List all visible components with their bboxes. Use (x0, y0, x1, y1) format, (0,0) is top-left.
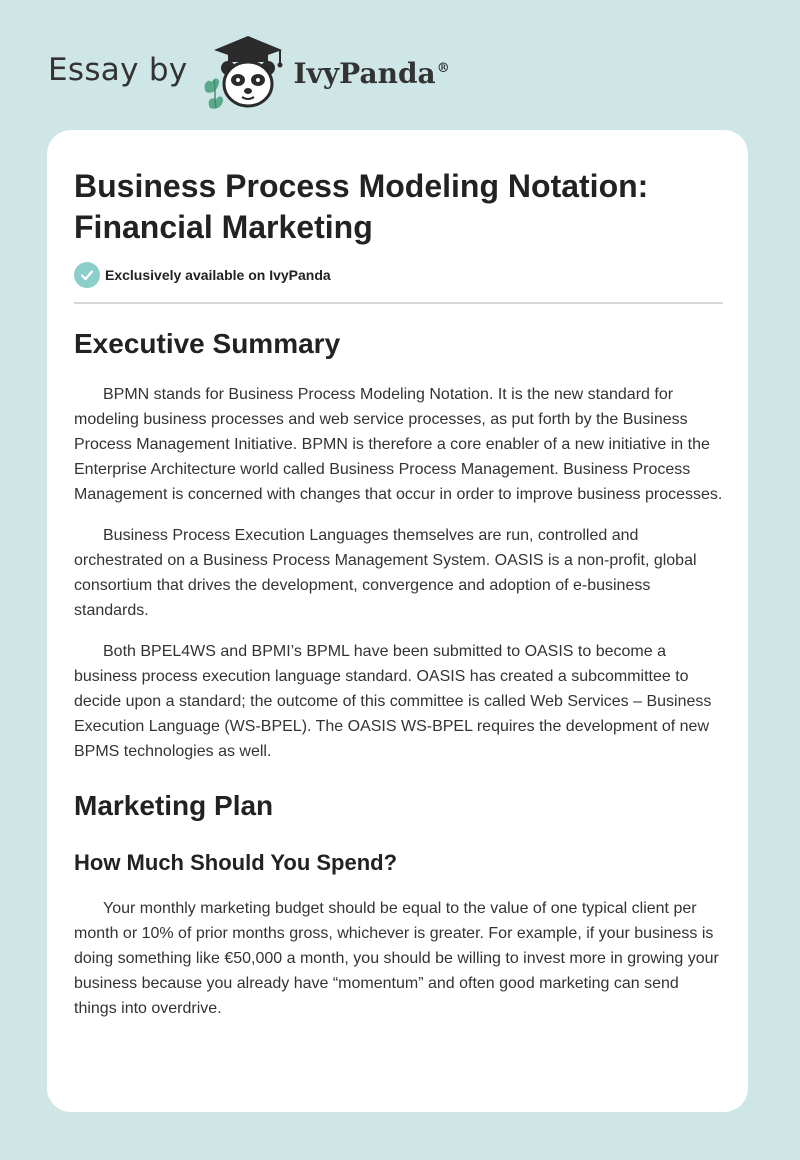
paragraph: BPMN stands for Business Process Modeling Notation. It is the new standard for modeling business processes and web service processes, as put forth by the Business Process Management Initiative. BPMN is therefore a core enabler of a new initiative in the Enterprise Architecture world called Business Process Management. Business Process Management is concerned with changes that occur in order to improve business processes. (74, 386, 723, 503)
paragraph: Business Process Execution Languages themselves are run, controlled and orchestrated on a Business Process Management System. OASIS is a non-profit, global consortium that drives the development, convergence and adoption of e-business standards. (74, 527, 697, 619)
brand-name[interactable]: IvyPanda® (293, 56, 450, 90)
paragraph: Your monthly marketing budget should be equal to the value of one typical client per month or 10% of prior months gross, whichever is greater. For example, if your business is doing something like €50,000 a month, you should be willing to invest more in growing your business because you already have “momentum” and often good marketing can send things into overdrive. (74, 900, 719, 1017)
registered-mark: ® (436, 61, 450, 77)
section-heading-executive-summary: Executive Summary (74, 328, 341, 359)
paragraph: Both BPEL4WS and BPMI’s BPML have been submitted to OASIS to become a business process execution language standard. OASIS has created a subcommittee to decide upon a standard; the outcome of this committee is called Web Services – Business Execution Language (WS-BPEL). The OASIS WS-BPEL requires the development of new BPMS technologies as well. (74, 643, 712, 760)
title-divider (74, 302, 723, 304)
exclusive-text: Exclusively available on IvyPanda (105, 267, 331, 283)
essay-body (74, 324, 723, 1021)
exclusive-badge (74, 262, 331, 288)
title-line-1: Business Process Modeling Notation: (74, 168, 649, 204)
title-line-2: Financial Marketing (74, 209, 373, 245)
subheading-how-much-spend: How Much Should You Spend? (74, 850, 398, 875)
ivypanda-logo-icon[interactable] (196, 30, 292, 110)
page-title (74, 166, 714, 248)
essay-card (47, 130, 748, 1112)
check-circle-icon (74, 262, 100, 288)
site-header (48, 30, 450, 110)
section-heading-marketing-plan: Marketing Plan (74, 790, 274, 821)
essay-by-label: Essay by (48, 52, 188, 88)
